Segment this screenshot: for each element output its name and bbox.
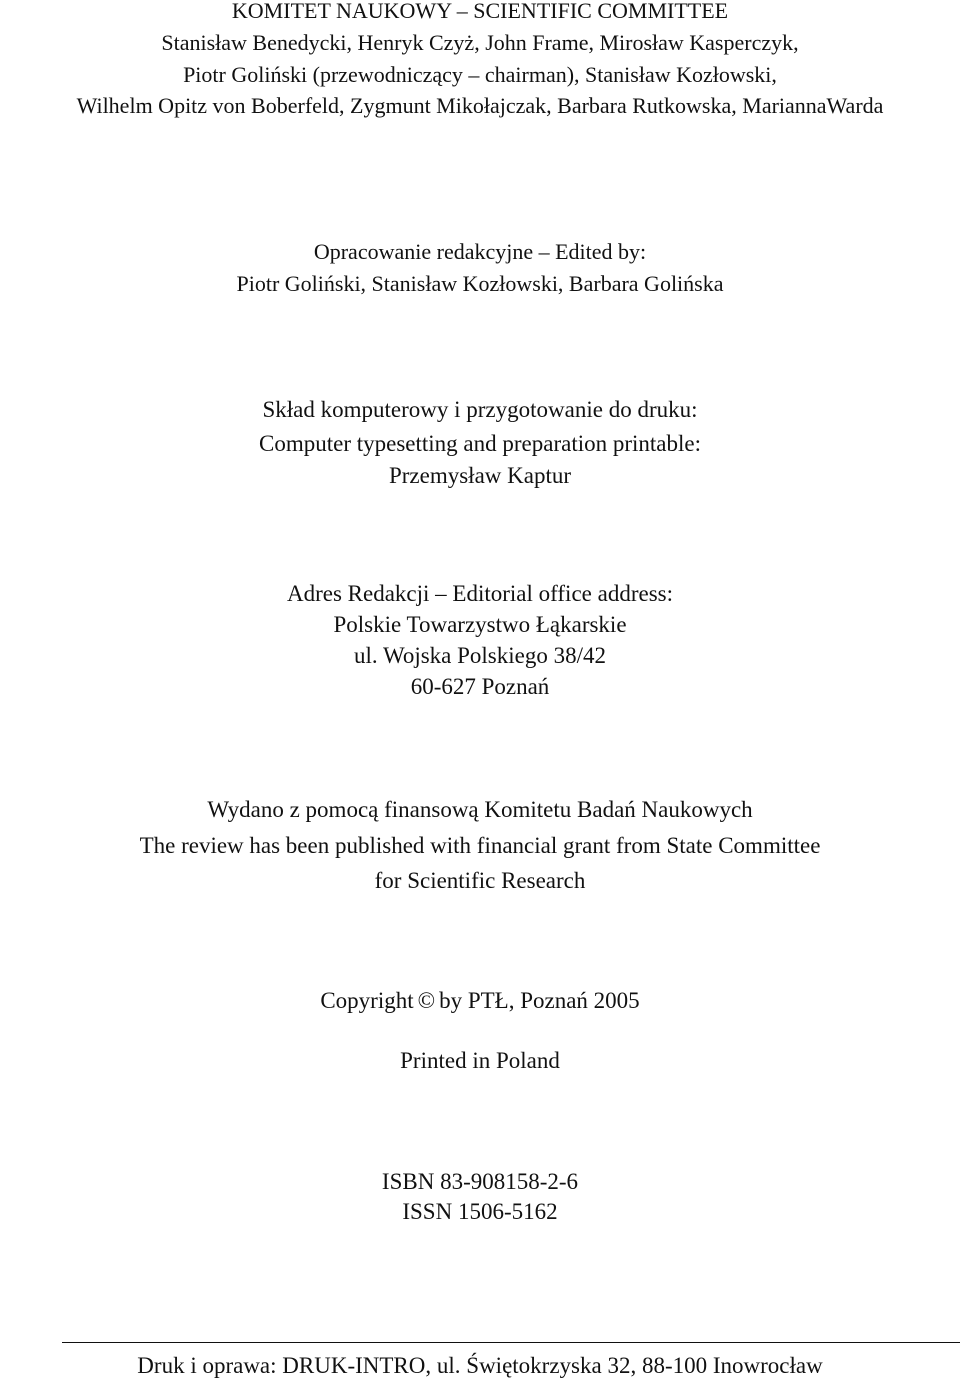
funding-line-en-1: The review has been published with financial grant from State Committee	[139, 833, 821, 858]
editors-names: Piotr Goliński, Stanisław Kozłowski, Barbara Golińska	[236, 271, 724, 296]
typesetting-heading-en: Computer typesetting and preparation printable:	[259, 431, 701, 456]
copyright-suffix: by PTŁ, Poznań 2005	[439, 988, 640, 1013]
committee-members-line-1: Stanisław Benedycki, Henryk Czyż, John Frame, Mirosław Kasperczyk,	[161, 30, 799, 55]
issn: ISSN 1506-5162	[402, 1199, 558, 1224]
address-organization: Polskie Towarzystwo Łąkarskie	[333, 612, 627, 637]
copyright-line	[0, 989, 960, 1012]
printer-info: Druk i oprawa: DRUK-INTRO, ul. Świętokrzyska 32, 88-100 Inowrocław	[137, 1353, 823, 1378]
address-heading: Adres Redakcji – Editorial office address:	[287, 581, 673, 606]
committee-members-line-3: Wilhelm Opitz von Boberfeld, Zygmunt Mikołajczak, Barbara Rutkowska, MariannaWarda	[76, 93, 884, 118]
printed-in: Printed in Poland	[400, 1048, 560, 1073]
typesetting-heading-pl: Skład komputerowy i przygotowanie do druku:	[262, 397, 698, 422]
address-city: 60-627 Poznań	[410, 674, 550, 699]
copyright-prefix: Copyright	[320, 988, 414, 1013]
committee-members-line-2: Piotr Goliński (przewodniczący – chairman), Stanisław Kozłowski,	[183, 62, 777, 87]
editors-heading: Opracowanie redakcyjne – Edited by:	[313, 239, 647, 264]
copyright-icon: ©	[417, 988, 436, 1013]
funding-line-pl: Wydano z pomocą finansową Komitetu Badań Naukowych	[207, 797, 753, 822]
typesetting-name: Przemysław Kaptur	[388, 463, 572, 488]
committee-heading: KOMITET NAUKOWY – SCIENTIFIC COMMITTEE	[231, 0, 729, 23]
footer-divider	[62, 1342, 960, 1343]
address-street: ul. Wojska Polskiego 38/42	[353, 643, 606, 668]
isbn: ISBN 83-908158-2-6	[381, 1169, 579, 1194]
funding-line-en-2: for Scientific Research	[374, 868, 586, 893]
